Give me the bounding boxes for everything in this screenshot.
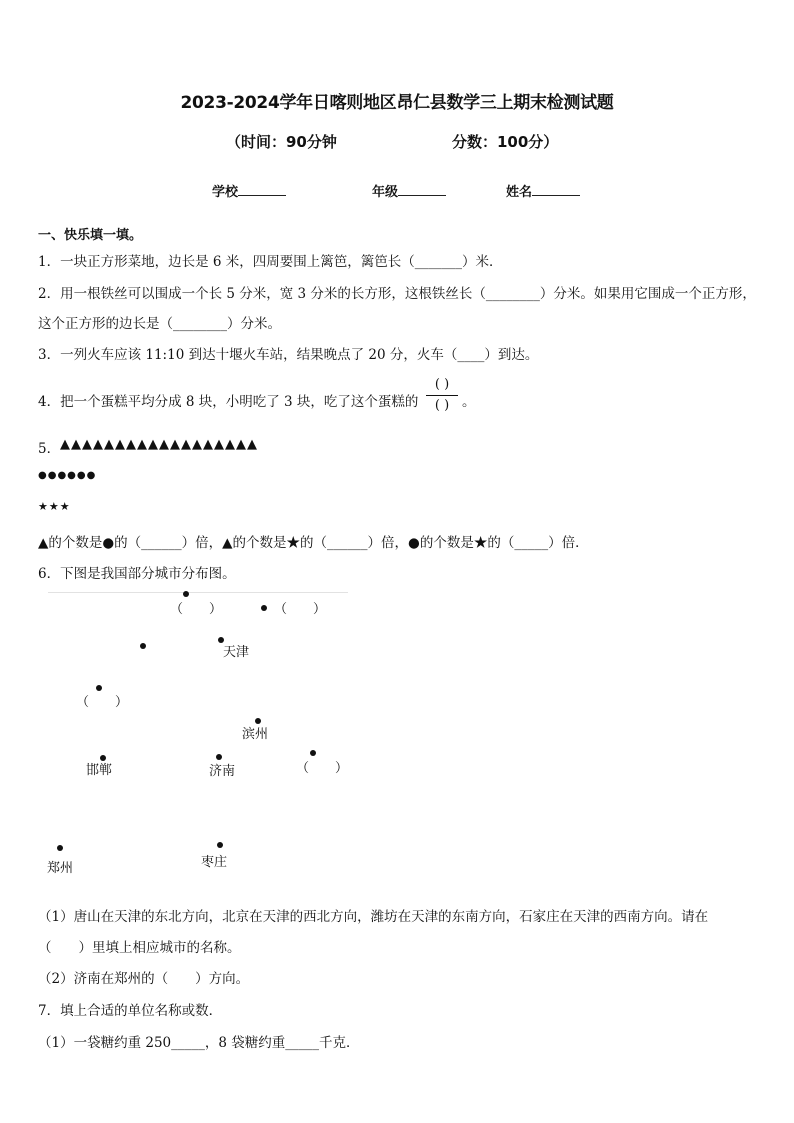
- city-label-zaozhuang: 枣庄: [201, 855, 228, 870]
- map-dot-tangshan: [261, 605, 267, 611]
- question-1: 1．一块正方形菜地，边长是 6 米，四周要围上篱笆，篱笆长（_______）米．: [38, 254, 503, 270]
- question-2-line-1: 2．用一根铁丝可以围成一个长 5 分米，宽 3 分米的长方形，这根铁丝长（________）分米。如果用它围成一个正方形，: [38, 286, 756, 302]
- city-label-binzhou: 滨州: [242, 727, 269, 742]
- school-blank: [238, 183, 286, 196]
- map-blank-3: （ ）: [76, 695, 129, 710]
- name-field: [506, 181, 580, 200]
- question-7: 7．填上合适的单位名称或数．: [38, 1003, 223, 1019]
- triangles-row: ▲▲▲▲▲▲▲▲▲▲▲▲▲▲▲▲▲▲: [60, 437, 258, 452]
- fraction-denominator: ( ): [434, 398, 450, 413]
- map-blank-1: （ ）: [170, 602, 223, 617]
- city-label-jinan: 济南: [209, 764, 236, 779]
- question-5-label: 5．: [38, 441, 61, 457]
- fraction-blank: [424, 375, 460, 416]
- map-dot-zhengzhou: [57, 845, 63, 851]
- map-blank-4: （ ）: [296, 761, 349, 776]
- question-2-line-2: 这个正方形的边长是（________）分米。: [38, 316, 281, 332]
- school-label: 学校: [212, 185, 239, 200]
- map-dot-weifang: [310, 750, 316, 756]
- question-6-sub-2: （2）济南在郑州的（ ）方向。: [38, 971, 250, 987]
- map-top-line: [48, 592, 348, 593]
- question-3: 3．一列火车应该 11:10 到达十堰火车站，结果晚点了 20 分，火车（____）到达。: [38, 347, 539, 363]
- stars-row: ★★★: [38, 500, 71, 513]
- map-dot-zaozhuang: [217, 842, 223, 848]
- question-4-end: 。: [462, 394, 476, 410]
- section-heading: 一、快乐填一填。: [38, 228, 143, 243]
- grade-blank: [398, 183, 446, 196]
- map-blank-2: （ ）: [274, 602, 327, 617]
- map-dot-shijiazhuang: [140, 643, 146, 649]
- fraction-numerator: ( ): [434, 377, 450, 392]
- exam-title: 2023-2024学年日喀则地区昂仁县数学三上期末检测试题: [180, 93, 614, 113]
- name-blank: [532, 183, 580, 196]
- exam-time: （时间：90分钟: [226, 133, 337, 151]
- question-6-sub-1-line-2: （ ）里填上相应城市的名称。: [38, 940, 241, 956]
- exam-score: 分数：100分）: [452, 133, 559, 151]
- question-5-text: ▲的个数是●的（______）倍，▲的个数是★的（______）倍，●的个数是★的（_____）倍．: [38, 535, 589, 551]
- city-label-zhengzhou: 郑州: [47, 861, 74, 876]
- question-4: 4．把一个蛋糕平均分成 8 块，小明吃了 3 块，吃了这个蛋糕的: [38, 394, 419, 410]
- name-label: 姓名: [506, 185, 533, 200]
- question-6-sub-1-line-1: （1）唐山在天津的东北方向，北京在天津的西北方向，潍坊在天津的东南方向，石家庄在天津的西南方向。请在: [38, 909, 709, 925]
- grade-field: [372, 181, 446, 200]
- school-field: [212, 181, 286, 200]
- question-7-sub-1: （1）一袋糖约重 250_____，8 袋糖约重_____千克．: [38, 1035, 360, 1051]
- dots-row: ●●●●●●: [38, 470, 97, 481]
- question-6: 6．下图是我国部分城市分布图。: [38, 566, 236, 582]
- grade-label: 年级: [372, 185, 399, 200]
- city-label-handan: 邯郸: [86, 763, 113, 778]
- city-label-tianjin: 天津: [223, 645, 250, 660]
- map-dot-beijing: [183, 591, 189, 597]
